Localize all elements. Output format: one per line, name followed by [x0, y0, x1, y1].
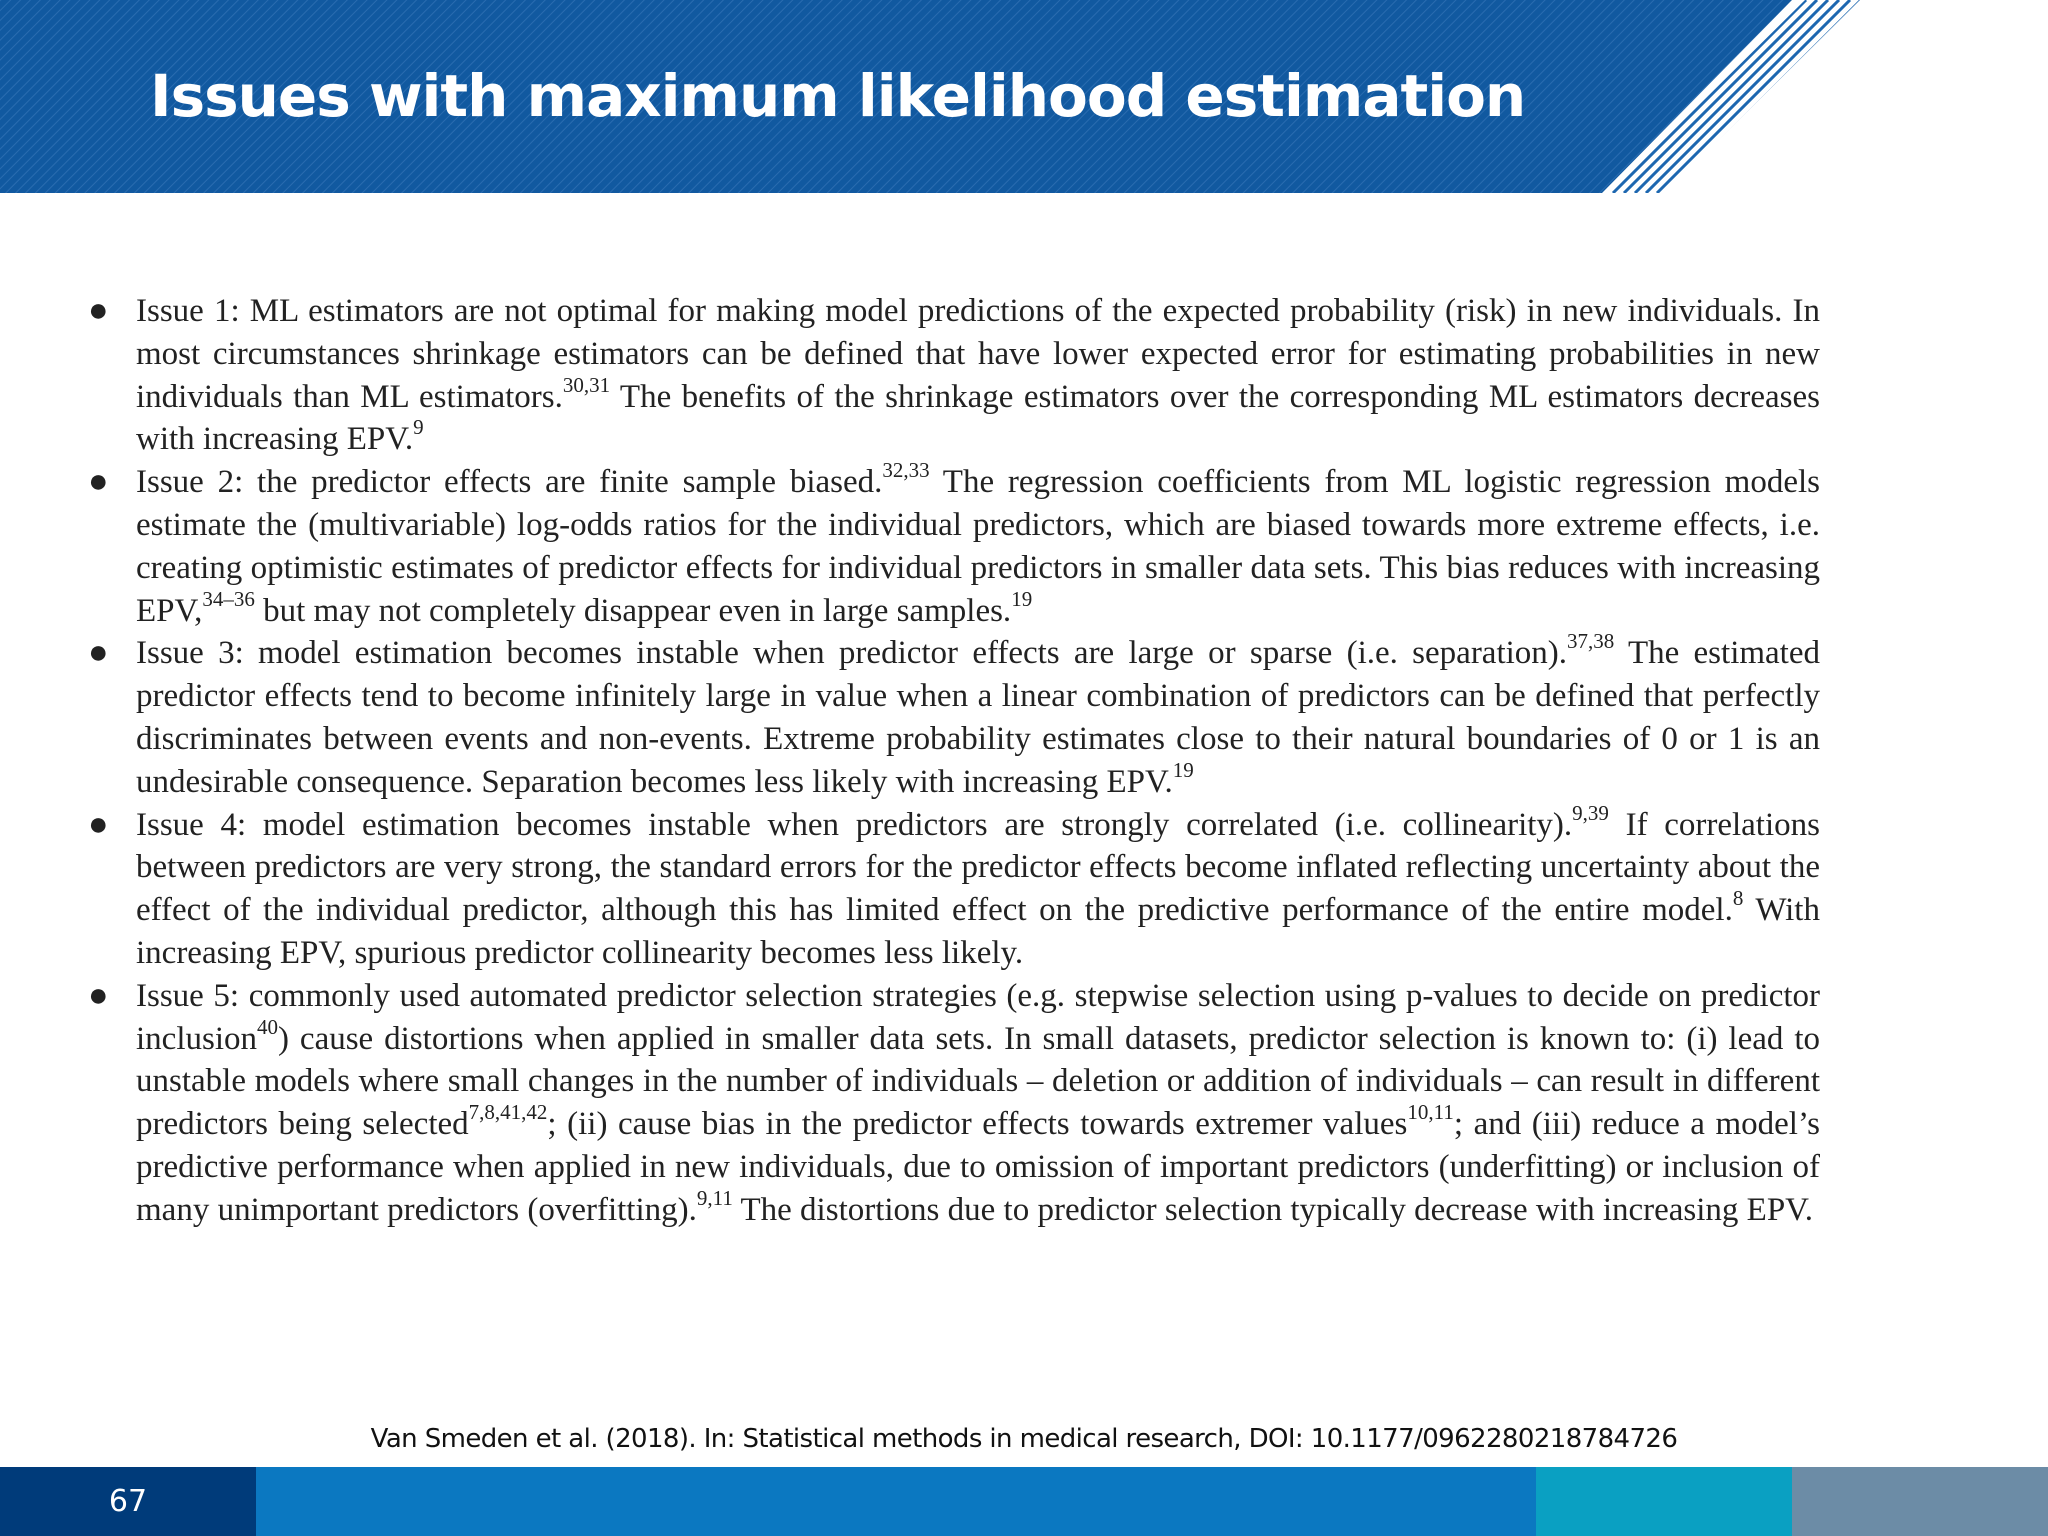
citation-superscript: 7,8,41,42 — [468, 1100, 548, 1125]
issue-text: Issue 2: the predictor effects are finite sample biased. — [136, 464, 883, 501]
citation-superscript: 34–36 — [202, 586, 255, 611]
footer-segment-gray — [1792, 1467, 2048, 1536]
issue-text: If correlations between predictors are very strong, the standard errors for the predictor effects become inflated reflecting uncertainty about the effect of the individual predictor, although this has limited effect on the predictive performance of the entire model. — [136, 806, 1820, 929]
citation-superscript: 19 — [1172, 757, 1194, 782]
citation-superscript: 32,33 — [882, 458, 930, 483]
citation-superscript: 8 — [1732, 886, 1744, 911]
issue-item-3 — [88, 629, 1820, 803]
issue-item-4 — [88, 800, 1820, 975]
bullet-icon: ● — [88, 463, 109, 501]
citation: Van Smeden et al. (2018). In: Statistical methods in medical research, DOI: 10.1177/0962280218784726 — [370, 1424, 1678, 1454]
citation-superscript: 40 — [257, 1014, 278, 1039]
issue-text: Issue 5: commonly used automated predictor selection strategies (e.g. stepwise selection using p-values to decide on predictor inclusion — [136, 977, 1820, 1057]
citation-superscript: 19 — [1011, 586, 1033, 611]
issue-text: ) cause distortions when applied in smaller data sets. In small datasets, predictor selection is known to: (i) lead to unstable models where small changes in the number of individuals – deletion or addition of individuals – can result in different predictors being selected — [136, 1020, 1820, 1143]
citation-superscript: 9 — [413, 415, 424, 440]
bullet-icon: ● — [88, 976, 109, 1014]
issue-list — [88, 290, 1820, 1232]
bullet-icon: ● — [88, 292, 109, 329]
slide-title: Issues with maximum likelihood estimation — [150, 62, 1526, 130]
citation-superscript: 9,11 — [696, 1185, 733, 1210]
footer-segment-mid — [256, 1467, 1536, 1536]
issue-text: The regression coefficients from ML logistic regression models estimate the (multivariable) log-odds ratios for the individual predictors, which are biased towards more extreme effects, i.e. creating optimistic estimates of predictor effects for individual predictors in smaller data sets. This bias reduces with increasing EPV, — [136, 464, 1820, 629]
title-banner — [0, 0, 2048, 193]
citation-superscript: 37,38 — [1567, 629, 1615, 654]
issue-item-1 — [88, 290, 1820, 461]
issue-text: Issue 4: model estimation becomes instable when predictors are strongly correlated (i.e. collinearity). — [136, 806, 1573, 843]
footer-bar — [0, 1467, 2048, 1536]
issue-text: Issue 3: model estimation becomes instable when predictor effects are large or sparse (i.e. separation). — [136, 635, 1568, 672]
issue-text: The estimated predictor effects tend to become infinitely large in value when a linear combination of predictors can be defined that perfectly discriminates between events and non-events. Extreme probability estimates close to their natural boundaries of 0 or 1 is an undesirable consequence. Separation becomes less likely with increasing EPV. — [136, 635, 1820, 800]
footer-segment-teal — [1536, 1467, 1792, 1536]
issue-item-2 — [88, 458, 1820, 632]
issue-text: but may not completely disappear even in large samples. — [254, 592, 1012, 629]
citation-superscript: 10,11 — [1407, 1100, 1454, 1125]
bullet-icon: ● — [88, 805, 109, 843]
citation-superscript: 30,31 — [562, 372, 611, 397]
issue-text: ; and (iii) reduce a model’s predictive performance when applied in new individuals, due to omission of important predictors (underfitting) or inclusion of many unimportant predictors (overfitting). — [136, 1106, 1820, 1228]
issue-text: The distortions due to predictor selection typically decrease with increasing EPV. — [732, 1191, 1814, 1228]
issue-text: Issue 1: ML estimators are not optimal for making model predictions of the expected probability (risk) in new individuals. In most circumstances shrinkage estimators can be defined that have lower expected error for estimating probabilities in new individuals than ML estimators. — [136, 293, 1820, 415]
issue-text: The benefits of the shrinkage estimators over the corresponding ML estimators decreases with increasing EPV. — [136, 378, 1820, 458]
issue-text: ; (ii) cause bias in the predictor effects towards extremer values — [547, 1106, 1408, 1143]
bullet-icon: ● — [88, 634, 109, 672]
issue-text: With increasing EPV, spurious predictor collinearity becomes less likely. — [136, 892, 1820, 971]
issue-item-5 — [88, 975, 1820, 1232]
citation-superscript: 9,39 — [1572, 800, 1609, 825]
page-number: 67 — [108, 1484, 148, 1519]
